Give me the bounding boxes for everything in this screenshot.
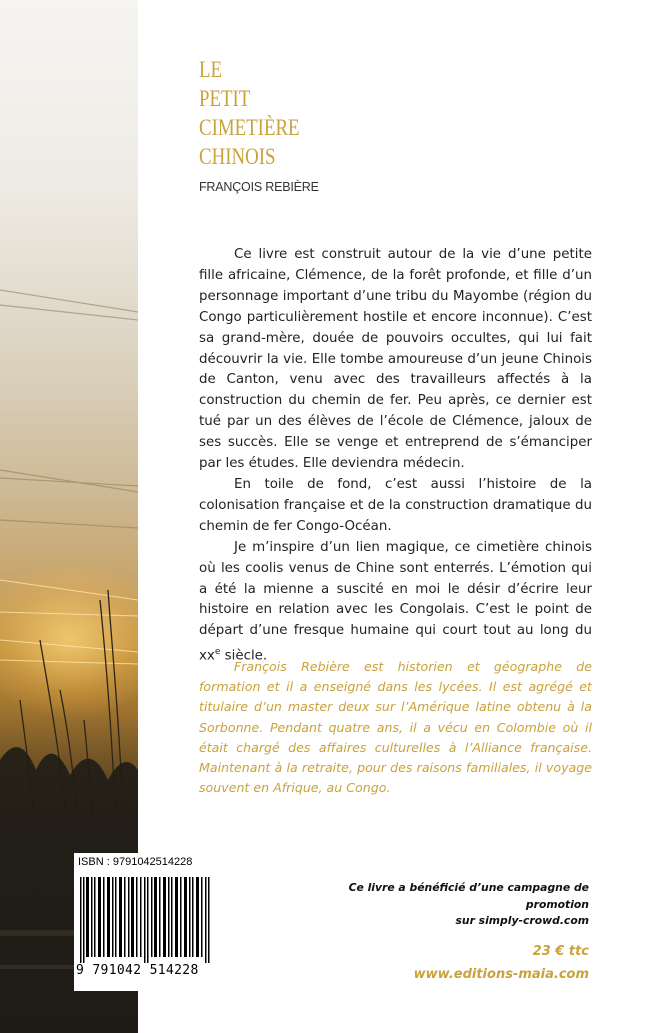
book-title	[199, 55, 300, 171]
promotion-line: sur simply-crowd.com	[455, 914, 589, 927]
isbn-label: ISBN : 9791042514228	[78, 856, 193, 868]
author-name: FRANÇOIS REBIÈRE	[199, 180, 319, 194]
century-superscript: e	[214, 647, 221, 658]
summary-paragraph: Ce livre est construit autour de la vie d’une petite fille africaine, Clémence, de la forêt profonde, et fille d’un personnage important d’une tribu du Mayombe (région du Congo particulièrement hostile et encore inconnue). C’est sa grand-mère, douée de pouvoirs occultes, qui lui fait découvrir la vie. Elle tombe amoureuse d’un jeune Chinois de Canton, venu avec des travailleurs affectés à la construction du chemin de fer. Peu après, ce dernier est tué par un des élèves de l’école de Clémence, jaloux de ses succès. Elle se venge et entreprend de s’émanciper par les études. Elle deviendra médecin.	[199, 247, 592, 472]
title-line: CHINOIS	[199, 144, 276, 169]
title-line: CIMETIÈRE	[199, 115, 300, 140]
century-numeral: xx	[199, 648, 215, 664]
barcode-bars	[80, 877, 212, 963]
book-summary	[199, 245, 592, 668]
isbn-digits: 9 791042 514228	[76, 963, 199, 978]
promotion-line: Ce livre a bénéficié d’une campagne de promotion	[348, 881, 589, 911]
summary-text-end: siècle.	[220, 648, 268, 664]
isbn-barcode	[74, 853, 216, 991]
author-bio: François Rebière est historien et géographe de formation et il a enseigné dans les lycées. Il est agrégé et titulaire d’un master deux sur l’Amérique latine obtenu à la Sorbonne. Pendant quatre ans, il a vécu en Colombie où il était chargé des affaires culturelles à l’Alliance française. Maintenant à la retraite, pour des raisons familiales, il voyage souvent en Afrique, au Congo.	[199, 659, 592, 796]
promotion-note	[300, 880, 589, 930]
title-line: LE	[199, 57, 223, 82]
summary-text: Je m’inspire d’un lien magique, ce cimetière chinois où les coolis venus de Chine sont enterrés. L’émotion qui a été la mienne a suscité en moi le désir d’écrire leur histoire en relation avec les Congolais. C’est le point de départ d’une fresque humaine qui court tout au long du	[199, 539, 592, 639]
summary-paragraph	[199, 538, 592, 668]
title-line: PETIT	[199, 86, 251, 111]
price-label: 23 € ttc	[532, 944, 589, 959]
summary-paragraph: En toile de fond, c’est aussi l’histoire de la colonisation française et de la construction dramatique du chemin de fer Congo-Océan.	[199, 476, 592, 534]
publisher-website: www.editions-maia.com	[413, 967, 589, 982]
